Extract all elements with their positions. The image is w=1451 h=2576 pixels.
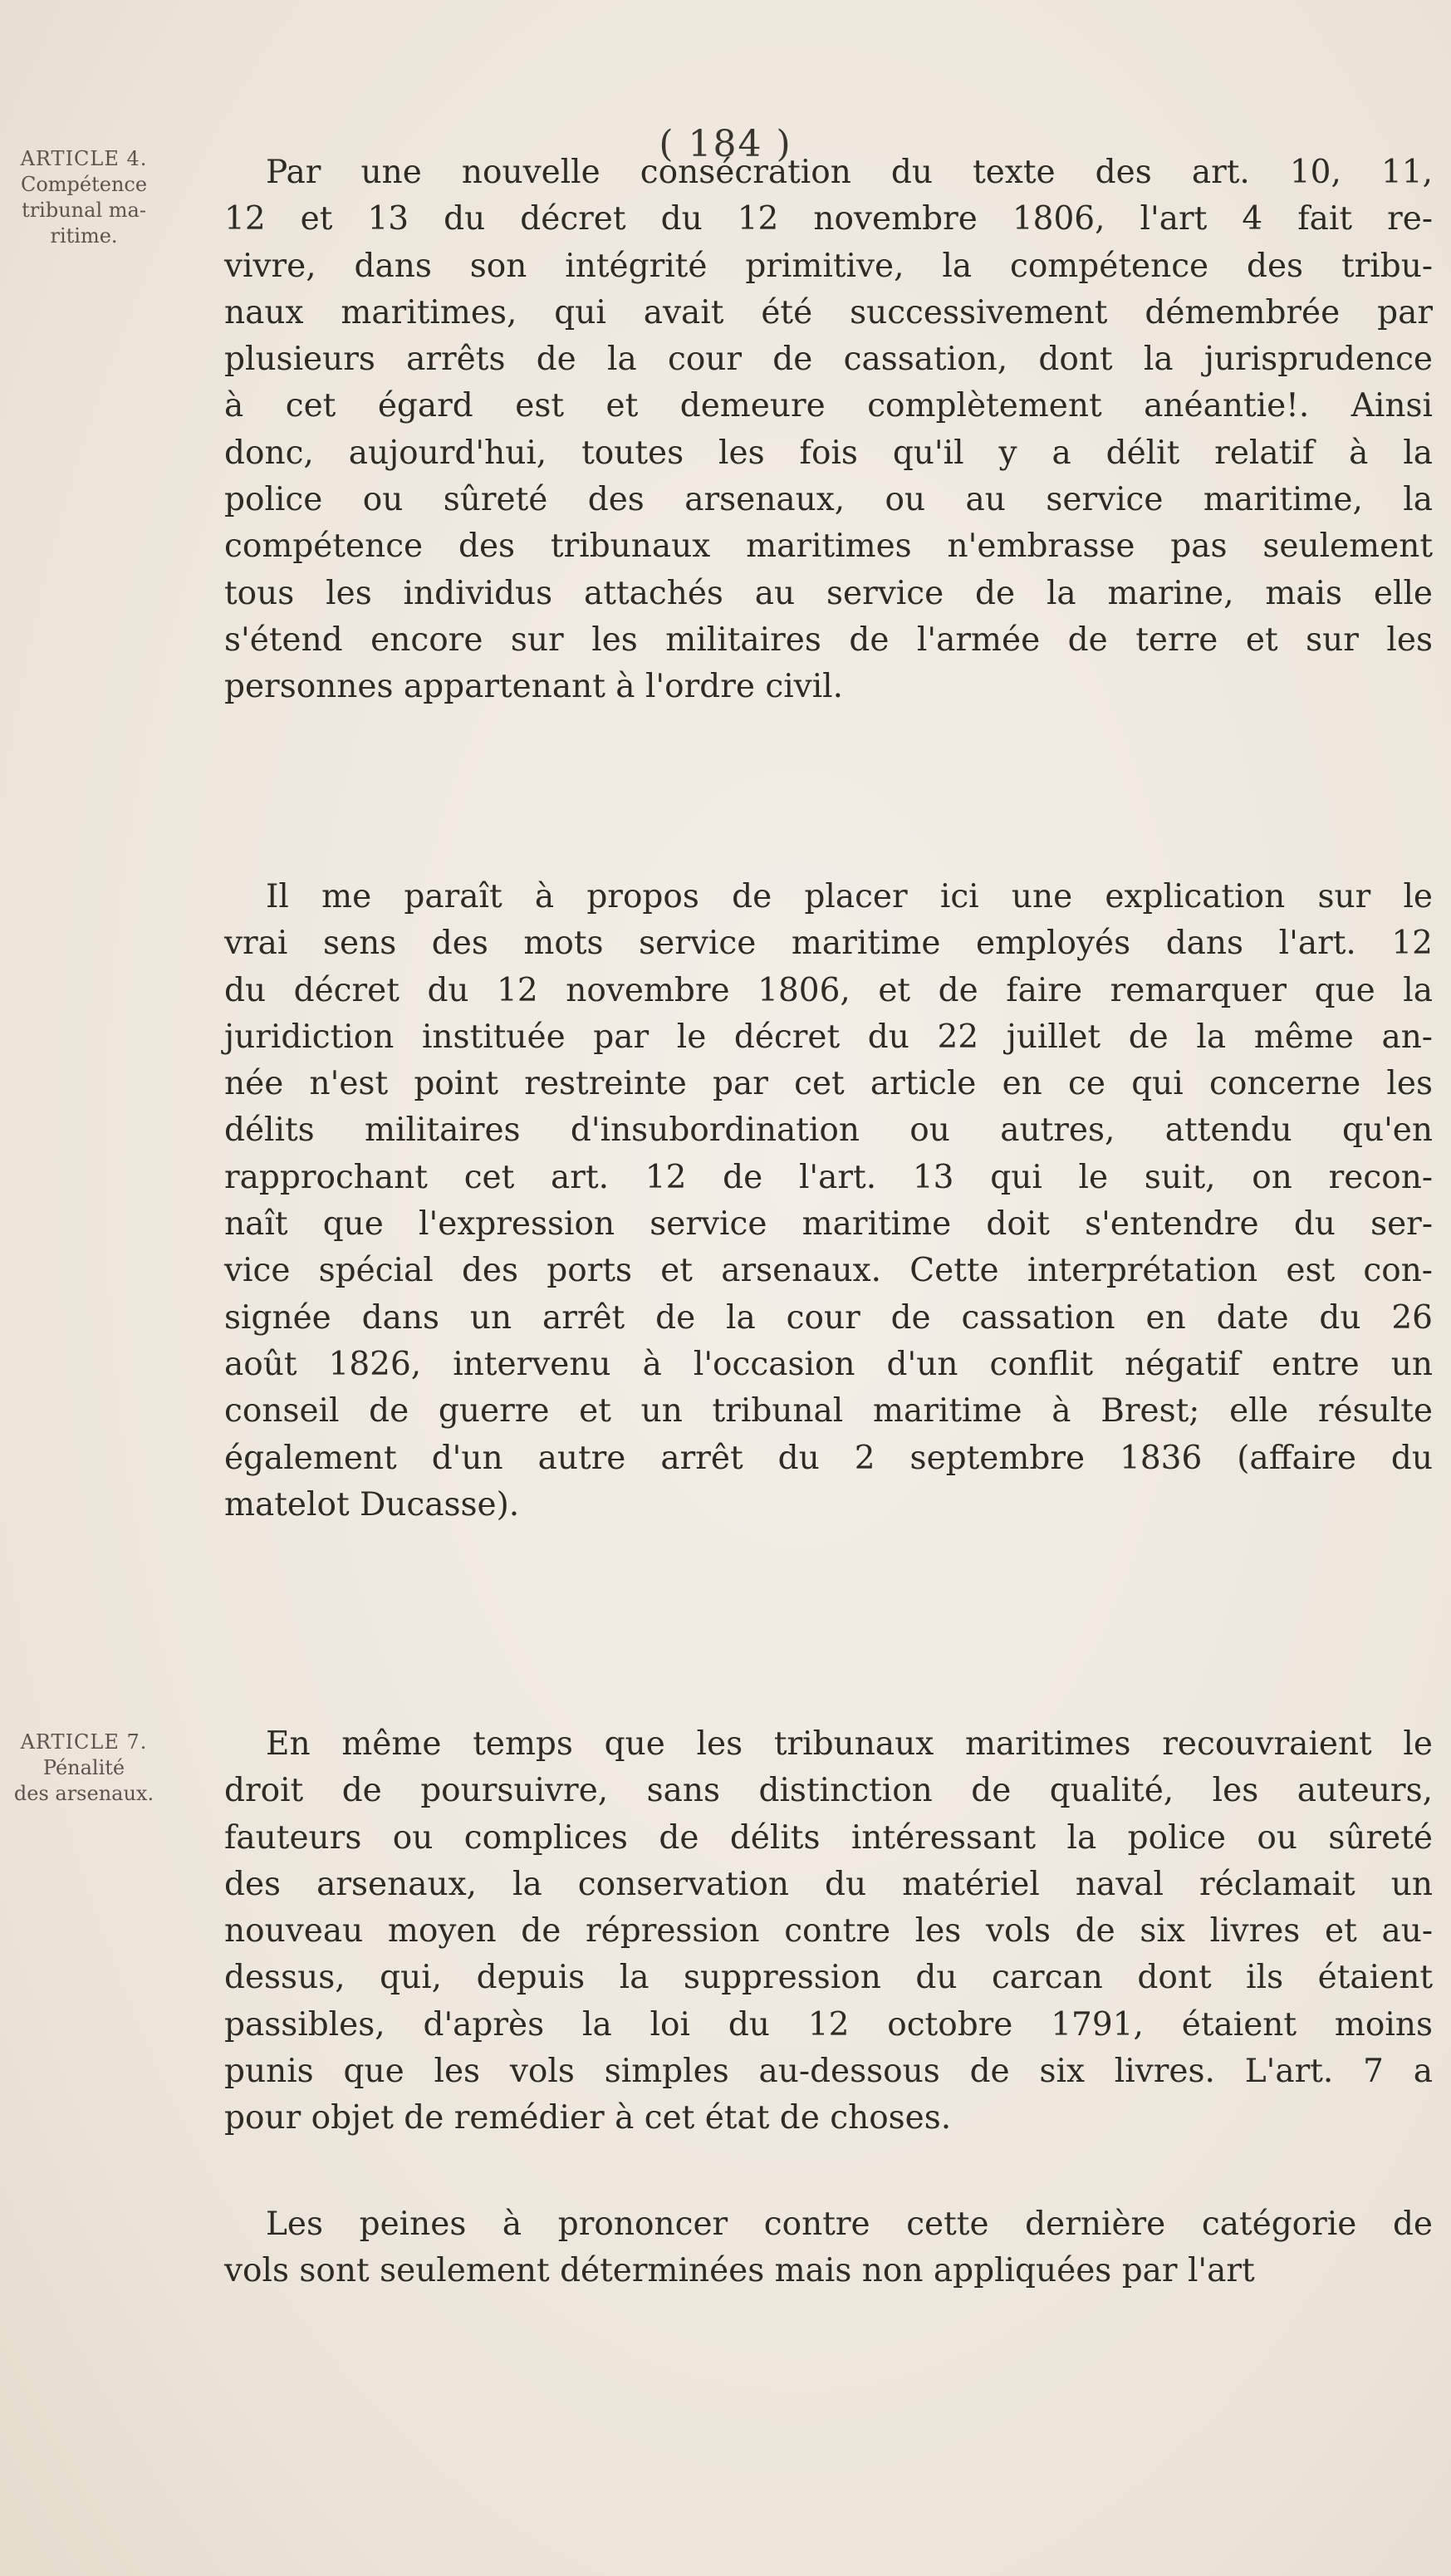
paragraph <box>224 874 1433 1528</box>
text-line: également d'un autre arrêt du 2 septembre 1836 (affaire du <box>224 1439 1433 1477</box>
text-line: police ou sûreté des arsenaux, ou au service maritime, la <box>224 481 1433 519</box>
page-number: ( 184 ) <box>659 123 792 165</box>
text-line: nouveau moyen de répression contre les vols de six livres et au- <box>224 1912 1433 1950</box>
text-line: droit de poursuivre, sans distinction de qualité, les auteurs, <box>224 1772 1433 1810</box>
text-line: En même temps que les tribunaux maritimes recouvraient le <box>266 1725 1433 1763</box>
text-line: fauteurs ou complices de délits intéressant la police ou sûreté <box>224 1818 1433 1857</box>
text-line: passibles, d'après la loi du 12 octobre 1791, étaient moins <box>224 2005 1433 2044</box>
paragraph-4 <box>224 2201 1433 2295</box>
text-line: délits militaires d'insubordination ou autres, attendu qu'en <box>224 1111 1433 1150</box>
text-line: matelot Ducasse). <box>224 1485 520 1524</box>
text-line: Les peines à prononcer contre cette dernière catégorie de <box>266 2206 1433 2243</box>
margin-note-line: ARTICLE 7. <box>20 1730 148 1754</box>
text-line: vivre, dans son intégrité primitive, la compétence des tribu- <box>224 247 1433 285</box>
text-line: signée dans un arrêt de la cour de cassation en date du 26 <box>224 1298 1433 1337</box>
margin-note-line: Compétence <box>20 173 148 196</box>
text-line: naît que l'expression service maritime doit s'entendre du ser- <box>224 1205 1433 1244</box>
paragraph-1 <box>224 150 1433 711</box>
margin-note-article-4 <box>5 146 163 249</box>
text-line: punis que les vols simples au-dessous de six livres. L'art. 7 a <box>224 2053 1433 2091</box>
paragraph <box>224 150 1433 711</box>
text-line: vice spécial des ports et arsenaux. Cette interprétation est con- <box>224 1252 1433 1290</box>
text-line: personnes appartenant à l'ordre civil. <box>224 668 844 706</box>
margin-note-line: ARTICLE 4. <box>20 147 148 170</box>
text-line: s'étend encore sur les militaires de l'armée de terre et sur les <box>224 621 1433 659</box>
margin-note-line: ritime. <box>50 224 118 248</box>
text-line: conseil de guerre et un tribunal maritime à Brest; elle résulte <box>224 1392 1433 1430</box>
text-line: Il me paraît à propos de placer ici une explication sur le <box>266 878 1433 915</box>
margin-note-line: des arsenaux. <box>13 1782 154 1805</box>
text-line: juridiction instituée par le décret du 22 juillet de la même an- <box>224 1018 1433 1056</box>
paragraph-3 <box>224 1721 1433 2142</box>
margin-note-line: Pénalité <box>42 1756 125 1779</box>
text-line: née n'est point restreinte par cet article en ce qui concerne les <box>224 1065 1433 1103</box>
text-line: Par une nouvelle consécration du texte des art. 10, 11, <box>266 154 1433 191</box>
text-line: dessus, qui, depuis la suppression du carcan dont ils étaient <box>224 1959 1433 1997</box>
text-line: du décret du 12 novembre 1806, et de faire remarquer que la <box>224 971 1433 1009</box>
text-line: tous les individus attachés au service de la marine, mais elle <box>224 574 1433 612</box>
margin-note-article-7 <box>5 1730 163 1807</box>
text-line: pour objet de remédier à cet état de choses. <box>224 2099 952 2137</box>
text-line: vols sont seulement déterminées mais non appliquées par l'art <box>224 2252 1255 2290</box>
text-line: des arsenaux, la conservation du matériel naval réclamait un <box>224 1865 1433 1903</box>
text-line: à cet égard est et demeure complètement anéantie!. Ainsi <box>224 387 1433 425</box>
paragraph <box>224 2201 1433 2295</box>
text-line: naux maritimes, qui avait été successivement démembrée par <box>224 293 1433 331</box>
text-line: plusieurs arrêts de la cour de cassation, dont la jurisprudence <box>224 341 1433 379</box>
paragraph <box>224 1721 1433 2142</box>
text-line: août 1826, intervenu à l'occasion d'un conflit négatif entre un <box>224 1345 1433 1383</box>
text-line: donc, aujourd'hui, toutes les fois qu'il y a délit relatif à la <box>224 434 1433 472</box>
text-line: rapprochant cet art. 12 de l'art. 13 qui le suit, on recon- <box>224 1158 1433 1196</box>
margin-note-line: tribunal ma- <box>22 199 146 222</box>
text-line: 12 et 13 du décret du 12 novembre 1806, l'art 4 fait re- <box>224 200 1433 238</box>
text-line: compétence des tribunaux maritimes n'embrasse pas seulement <box>224 527 1433 566</box>
text-line: vrai sens des mots service maritime employés dans l'art. 12 <box>224 925 1433 963</box>
paragraph-2 <box>224 874 1433 1528</box>
